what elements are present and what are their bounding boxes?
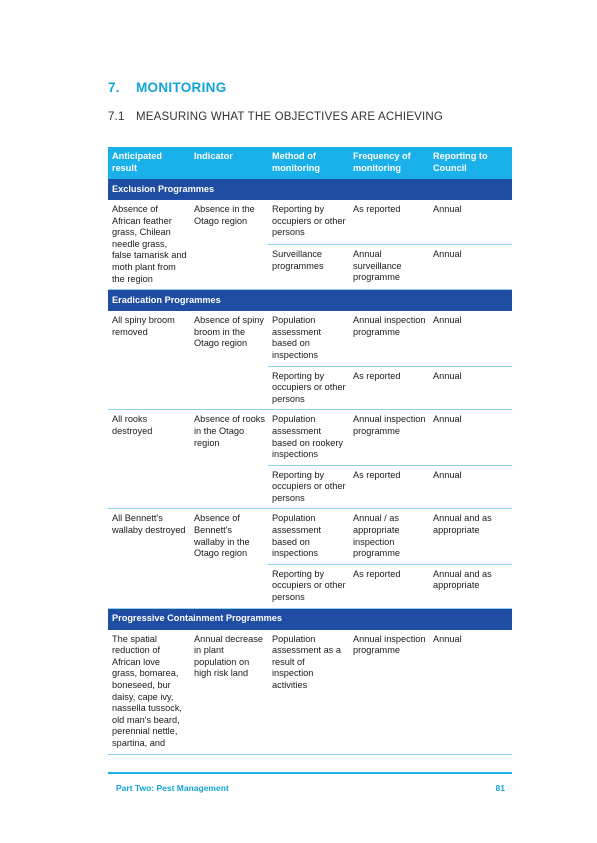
anticipated-result-cell: All rooks destroyed <box>108 410 190 509</box>
indicator-cell: Annual decrease in plant population on high risk land <box>190 630 268 754</box>
column-header-indicator: Indicator <box>190 147 268 179</box>
frequency-cell: As reported <box>349 366 429 410</box>
method-cell: Population assessment based on inspections <box>268 509 349 564</box>
reporting-cell: Annual <box>429 410 512 465</box>
indicator-cell: Absence of spiny broom in the Otago region <box>190 311 268 410</box>
subsection-heading-number: 7.1 <box>108 111 125 123</box>
column-header-frequency-of-monitoring: Frequency of monitoring <box>349 147 429 179</box>
section-title: Exclusion Programmes <box>108 179 512 200</box>
column-header-reporting-to-council: Reporting to Council <box>429 147 512 179</box>
frequency-cell: As reported <box>349 564 429 608</box>
footer-section-label: Part Two: Pest Management <box>116 783 229 793</box>
frequency-cell: Annual surveillance programme <box>349 245 429 290</box>
method-cell: Population assessment as a result of inspection activities <box>268 630 349 754</box>
section-row-progressive-containment <box>108 608 512 630</box>
frequency-cell: Annual inspection programme <box>349 630 429 754</box>
method-cell: Population assessment based on rookery inspections <box>268 410 349 465</box>
indicator-cell: Absence of rooks in the Otago region <box>190 410 268 509</box>
method-cell: Reporting by occupiers or other persons <box>268 366 349 410</box>
frequency-cell: Annual / as appropriate inspection programme <box>349 509 429 564</box>
reporting-cell: Annual <box>429 245 512 290</box>
monitoring-table <box>108 147 512 755</box>
section-title: Eradication Programmes <box>108 290 512 312</box>
method-cell: Reporting by occupiers or other persons <box>268 200 349 245</box>
frequency-cell: Annual inspection programme <box>349 311 429 366</box>
reporting-cell: Annual and as appropriate <box>429 564 512 608</box>
frequency-cell: As reported <box>349 465 429 509</box>
frequency-cell: Annual inspection programme <box>349 410 429 465</box>
indicator-cell: Absence in the Otago region <box>190 200 268 290</box>
anticipated-result-cell: Absence of African feather grass, Chilean needle grass, false tamarisk and moth plant from the region <box>108 200 190 290</box>
method-cell: Reporting by occupiers or other persons <box>268 564 349 608</box>
section-heading-title: MONITORING <box>136 80 227 95</box>
subsection-heading <box>108 111 443 123</box>
method-cell: Surveillance programmes <box>268 245 349 290</box>
table-header-row <box>108 147 512 179</box>
table-row <box>108 200 512 245</box>
anticipated-result-cell: All spiny broom removed <box>108 311 190 410</box>
anticipated-result-cell: All Bennett's wallaby destroyed <box>108 509 190 608</box>
reporting-cell: Annual and as appropriate <box>429 509 512 564</box>
indicator-cell: Absence of Bennett's wallaby in the Otago region <box>190 509 268 608</box>
subsection-heading-title: MEASURING WHAT THE OBJECTIVES ARE ACHIEVING <box>136 111 444 123</box>
section-row-exclusion <box>108 179 512 200</box>
frequency-cell: As reported <box>349 200 429 245</box>
table-row <box>108 509 512 564</box>
section-heading-number: 7. <box>108 80 120 95</box>
section-row-eradication <box>108 290 512 312</box>
table-row <box>108 311 512 366</box>
reporting-cell: Annual <box>429 311 512 366</box>
reporting-cell: Annual <box>429 200 512 245</box>
column-header-method-of-monitoring: Method of monitoring <box>268 147 349 179</box>
reporting-cell: Annual <box>429 465 512 509</box>
table-row <box>108 630 512 754</box>
table-row <box>108 410 512 465</box>
reporting-cell: Annual <box>429 366 512 410</box>
method-cell: Reporting by occupiers or other persons <box>268 465 349 509</box>
anticipated-result-cell: The spatial reduction of African love grass, bomarea, boneseed, bur daisy, cape ivy, nassella tussock, old man's beard, perennial nettle, spartina, and <box>108 630 190 754</box>
column-header-anticipated-result: Anticipated result <box>108 147 190 179</box>
footer-rule <box>108 772 512 774</box>
section-title: Progressive Containment Programmes <box>108 608 512 630</box>
method-cell: Population assessment based on inspections <box>268 311 349 366</box>
page-number: 81 <box>495 783 505 793</box>
reporting-cell: Annual <box>429 630 512 754</box>
section-heading <box>108 80 227 95</box>
